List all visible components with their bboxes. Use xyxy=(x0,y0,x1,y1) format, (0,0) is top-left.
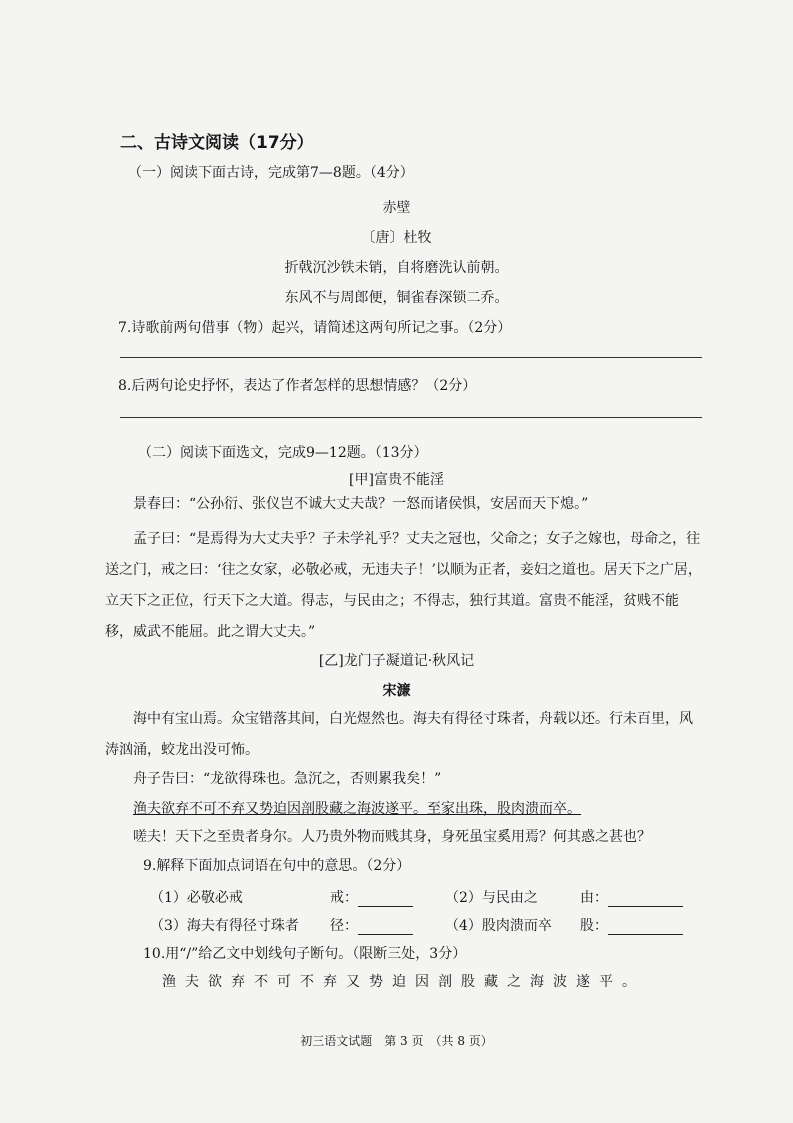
q10-sentence: 渔夫欲弃不可不弃又势迫因剖股藏之海波遂平。 xyxy=(162,974,645,990)
section-title: 二、古诗文阅读（17分） xyxy=(120,133,314,153)
q9-item-3-answer[interactable] xyxy=(330,915,413,935)
q9-item-4-word: 股： xyxy=(580,918,608,934)
q9-item-3-num: （3） xyxy=(150,918,187,934)
q9-item-1-answer[interactable] xyxy=(330,887,413,907)
yi-paragraph-3 xyxy=(105,794,705,825)
yi-paragraph-1: 海中有宝山焉。众宝错落其间，白光煜然也。海夫有得径寸珠者，舟载以还。行未百里，风涛汹涌，蛟龙出没可怖。 xyxy=(105,711,693,758)
yi-paragraph-4: 嗟夫！天下之至贵者身尔。人乃贵外物而贱其身，身死虽宝奚用焉？何其惑之甚也？ xyxy=(133,829,651,845)
poem-author: 〔唐〕杜牧 xyxy=(361,230,432,246)
q9-item-1-word: 戒： xyxy=(330,890,358,906)
answer-line-7[interactable] xyxy=(120,357,702,358)
answer-line-8[interactable] xyxy=(120,417,702,418)
underlined-sentence: 渔夫欲弃不可不弃又势迫因剖股藏之海波遂平。至家出珠，股肉溃而卒。 xyxy=(133,801,581,817)
question-10: 10.用“/”给乙文中划线句子断句。（限断三处，3分） xyxy=(143,946,467,962)
page-footer: 初三语文试题 第 3 页 （共 8 页） xyxy=(300,1034,493,1048)
q9-item-2-blank[interactable] xyxy=(608,890,683,907)
q9-item-3 xyxy=(150,915,299,935)
yi-paragraph-2: 舟子告曰：“龙欲得珠也。急沉之，否则累我矣！” xyxy=(133,771,442,787)
text-jia-title: [甲]富贵不能淫 xyxy=(349,472,444,488)
q9-item-3-blank[interactable] xyxy=(358,918,413,935)
jia-paragraph-2: 孟子曰：“是焉得为大丈夫乎？子未学礼乎？丈夫之冠也，父命之；女子之嫁也，母命之，往送之门，戒之曰：‘往之女家，必敬必戒，无违夫子！’以顺为正者，妾妇之道也。居天下之广居，立天下之正位，行天下之大道。得志，与民由之；不得志，独行其道。富贵不能淫，贫贱不能移，威武不能屈。此之谓大丈夫。” xyxy=(105,531,702,640)
q9-item-4-num: （4） xyxy=(445,918,482,934)
q9-item-3-phrase: 海夫有得径寸珠者 xyxy=(186,918,299,934)
q9-item-1-blank[interactable] xyxy=(358,890,413,907)
poem-title: 赤壁 xyxy=(382,200,411,216)
q9-item-1 xyxy=(150,887,243,907)
q9-item-1-num: （1） xyxy=(150,890,187,906)
q9-item-2-word: 由： xyxy=(580,890,608,906)
q9-item-4 xyxy=(445,915,552,935)
jia-paragraph-1: 景春曰：“公孙衍、张仪岂不诚大丈夫哉？一怒而诸侯惧，安居而天下熄。” xyxy=(133,496,589,512)
q9-item-3-word: 径： xyxy=(330,918,358,934)
q9-item-4-phrase: 股肉溃而卒 xyxy=(481,918,552,934)
poem-line-1: 折戟沉沙铁未销，自将磨洗认前朝。 xyxy=(284,260,509,276)
q9-item-2-num: （2） xyxy=(445,890,482,906)
poem-line-2: 东风不与周郎便，铜雀春深锁二乔。 xyxy=(284,290,509,306)
question-7: 7.诗歌前两句借事（物）起兴，请简述这两句所记之事。（2分） xyxy=(118,320,512,336)
q9-item-2 xyxy=(445,887,538,907)
q9-item-4-answer[interactable] xyxy=(580,915,683,935)
text-yi-author: 宋濂 xyxy=(382,683,411,699)
q9-item-2-answer[interactable] xyxy=(580,887,683,907)
q9-item-1-phrase: 必敬必戒 xyxy=(186,890,243,906)
q9-item-4-blank[interactable] xyxy=(608,918,683,935)
part1-heading: （一）阅读下面古诗，完成第7—8题。（4分） xyxy=(128,165,414,181)
text-yi-title: [乙]龙门子凝道记·秋风记 xyxy=(318,653,475,669)
part2-heading: （二）阅读下面选文，完成9—12题。（13分） xyxy=(138,445,428,461)
q9-item-2-phrase: 与民由之 xyxy=(481,890,538,906)
question-9: 9.解释下面加点词语在句中的意思。（2分） xyxy=(143,858,411,874)
question-8: 8.后两句论史抒怀，表达了作者怎样的思想情感？（2分） xyxy=(118,378,477,394)
